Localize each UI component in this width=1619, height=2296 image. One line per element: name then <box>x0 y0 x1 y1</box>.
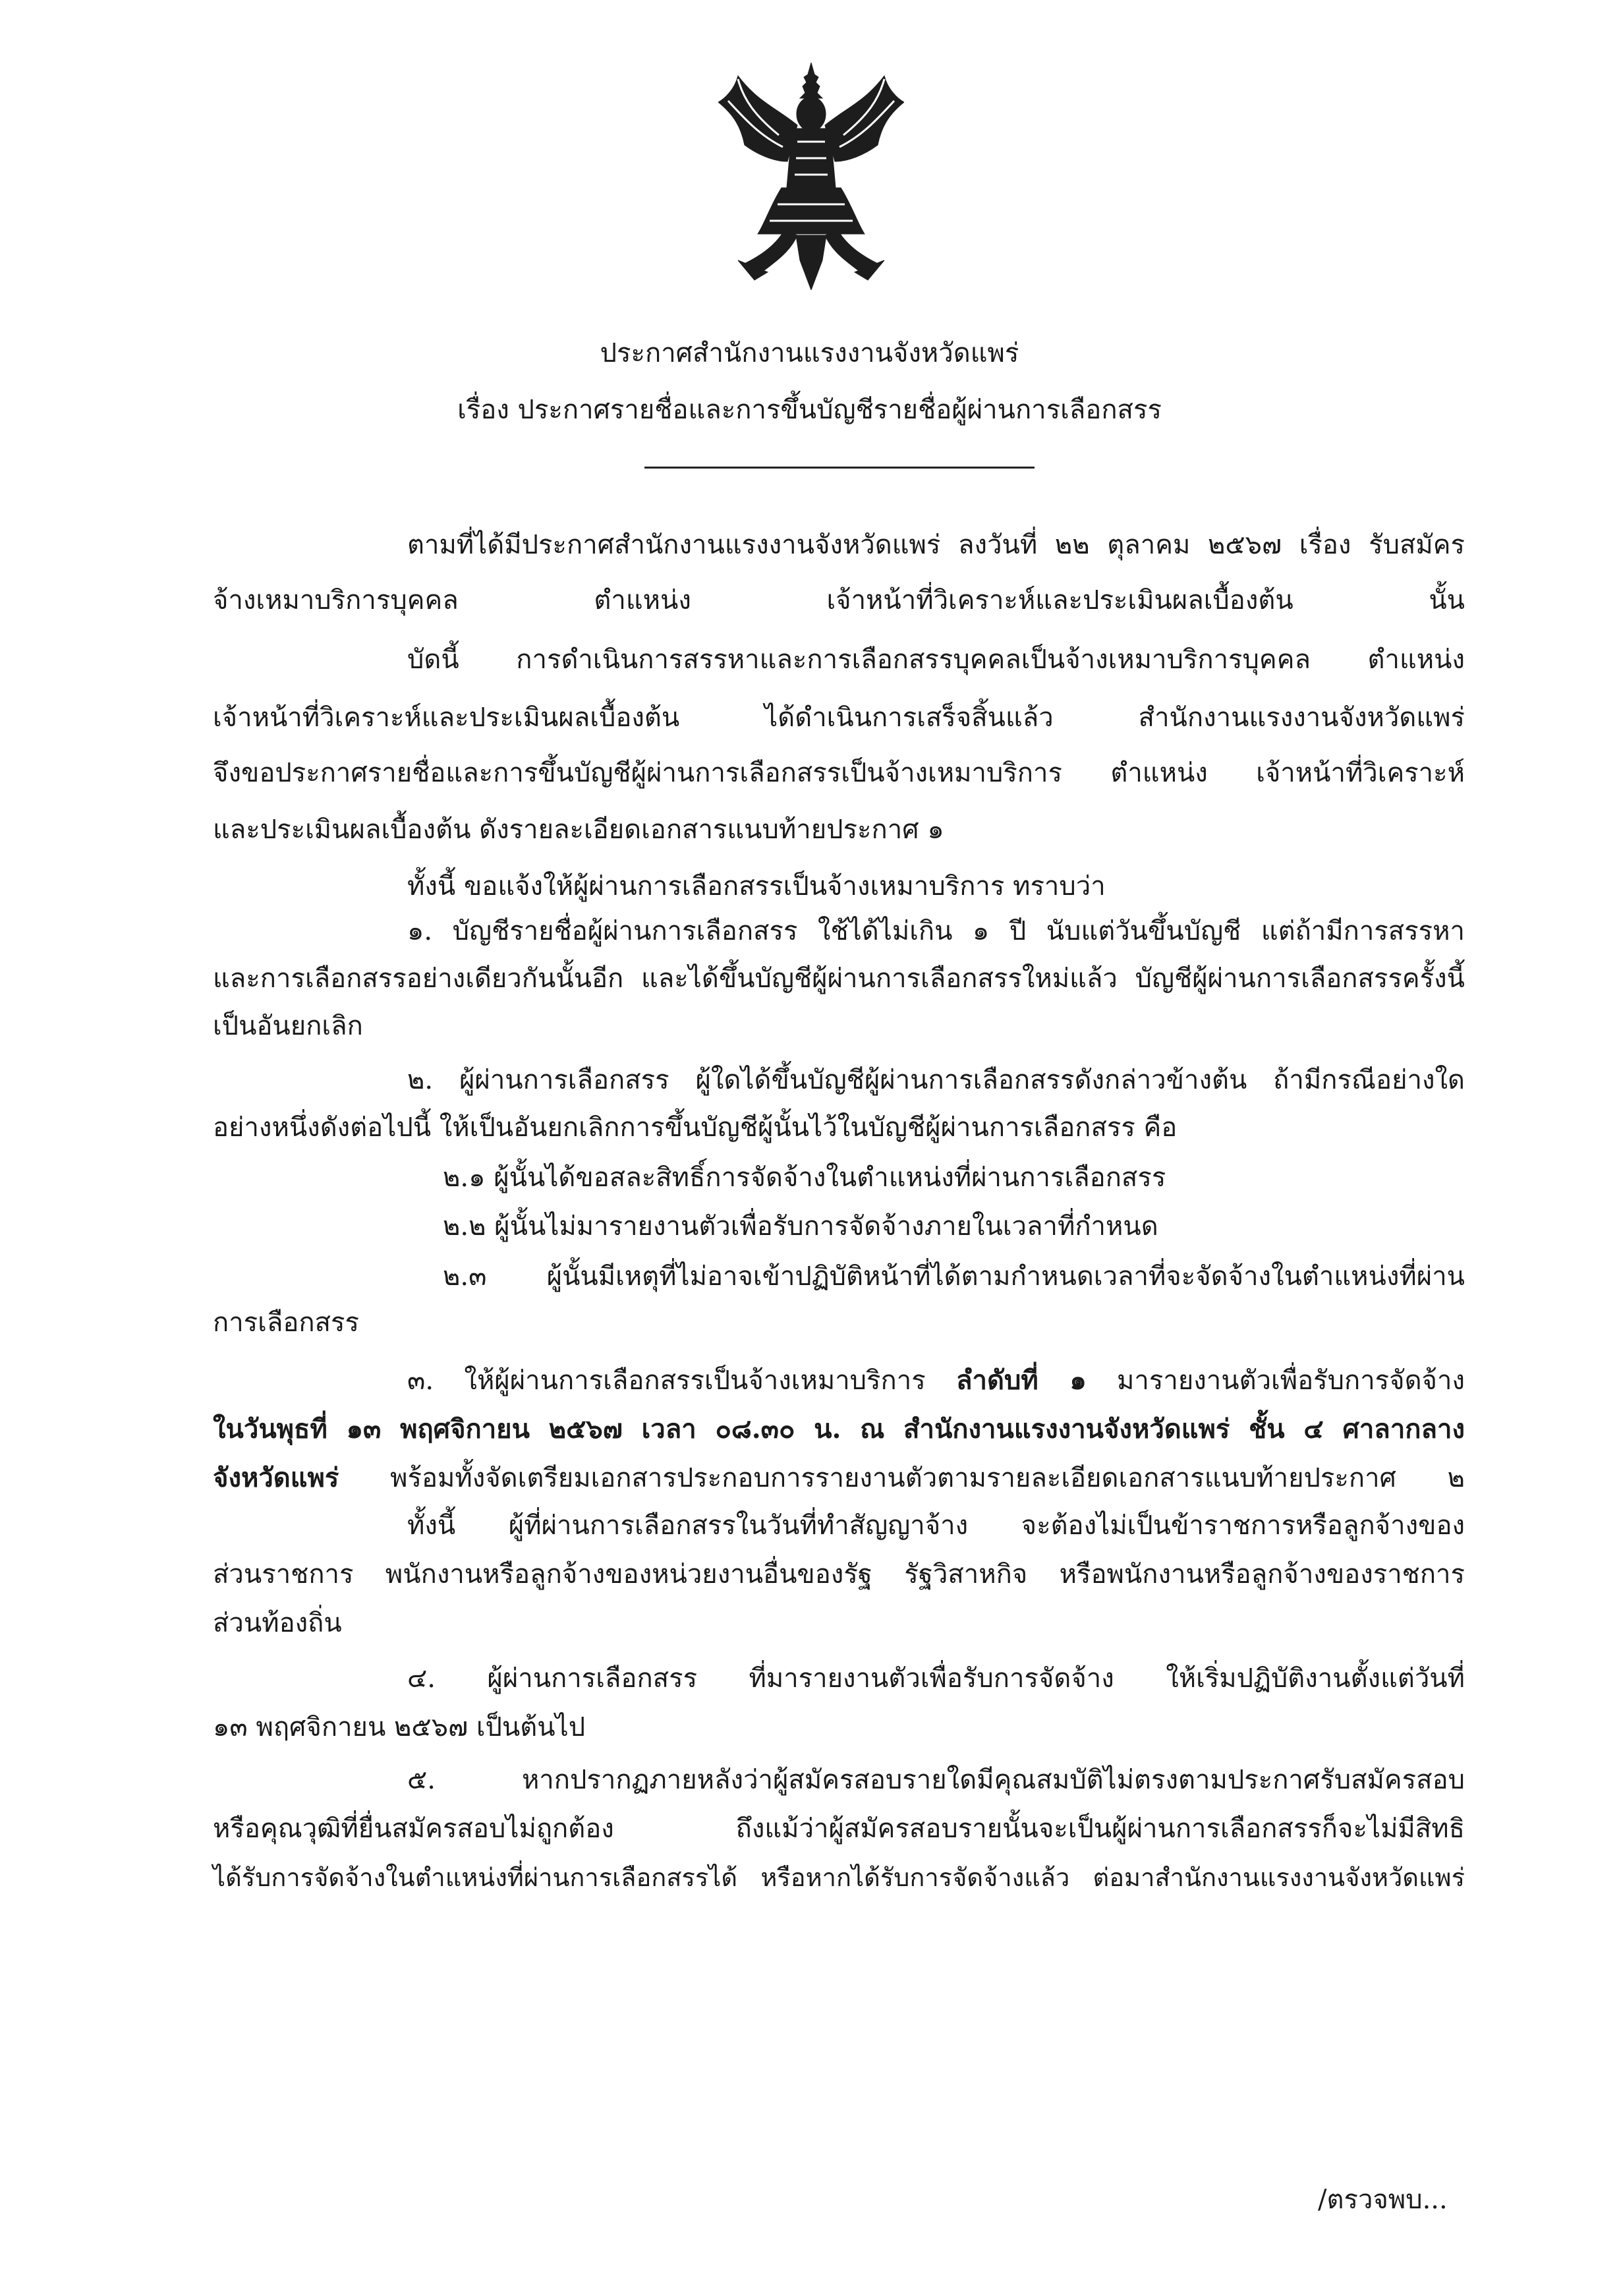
bold-text: ในวันพุธที่ ๑๓ พฤศจิกายน ๒๕๖๗ เวลา ๐๘.๓๐ น. ณ สำนักงานแรงงานจังหวัดแพร่ ชั้น ๔ ศาลากลาง <box>213 1414 1465 1445</box>
paragraph-line: ตามที่ได้มีประกาศสำนักงานแรงงานจังหวัดแพร่ ลงวันที่ ๒๒ ตุลาคม ๒๕๖๗ เรื่อง รับสมัคร <box>407 530 1465 560</box>
garuda-emblem-icon <box>718 63 904 290</box>
document-title: ประกาศสำนักงานแรงงานจังหวัดแพร่ <box>600 338 1019 368</box>
paragraph-line: ๑๓ พฤศจิกายน ๒๕๖๗ เป็นต้นไป <box>213 1712 586 1742</box>
list-item-2-2: ๒.๒ ผู้นั้นไม่มารายงานตัวเพื่อรับการจัดจ้างภายในเวลาที่กำหนด <box>443 1211 1158 1242</box>
paragraph-line: จ้างเหมาบริการบุคคล ตำแหน่ง เจ้าหน้าที่วิเคราะห์และประเมินผลเบื้องต้น นั้น <box>213 585 1465 616</box>
title-underline <box>644 467 1035 469</box>
list-item-4: ๔. ผู้ผ่านการเลือกสรร ที่มารายงานตัวเพื่อรับการจัดจ้าง ให้เริ่มปฏิบัติงานตั้งแต่วันที่ <box>407 1663 1465 1694</box>
text-run: มารายงานตัวเพื่อรับการจัดจ้าง <box>1086 1365 1465 1396</box>
paragraph-line: ส่วนท้องถิ่น <box>213 1608 342 1638</box>
paragraph-line: ทั้งนี้ ผู้ที่ผ่านการเลือกสรรในวันที่ทำสัญญาจ้าง จะต้องไม่เป็นข้าราชการหรือลูกจ้างของ <box>407 1510 1465 1541</box>
paragraph-line: ส่วนราชการ พนักงานหรือลูกจ้างของหน่วยงานอื่นของรัฐ รัฐวิสาหกิจ หรือพนักงานหรือลูกจ้างของราชการ <box>213 1559 1465 1590</box>
document-subject: เรื่อง ประกาศรายชื่อและการขึ้นบัญชีรายชื่อผู้ผ่านการเลือกสรร <box>457 395 1162 425</box>
continued-marker: /ตรวจพบ... <box>1318 2185 1448 2215</box>
text-run: พร้อมทั้งจัดเตรียมเอกสารประกอบการรายงานตัวตามรายละเอียดเอกสารแนบท้ายประกาศ ๒ <box>339 1463 1465 1493</box>
paragraph-line: เป็นอันยกเลิก <box>213 1011 363 1041</box>
list-item-2: ๒. ผู้ผ่านการเลือกสรร ผู้ใดได้ขึ้นบัญชีผู้ผ่านการเลือกสรรดังกล่าวข้างต้น ถ้ามีกรณีอย่างใด <box>407 1065 1465 1095</box>
bold-text: ลำดับที่ ๑ <box>956 1365 1087 1396</box>
paragraph-line: ได้รับการจัดจ้างในตำแหน่งที่ผ่านการเลือกสรรได้ หรือหากได้รับการจัดจ้างแล้ว ต่อมาสำนักงานแรงงานจังหวัดแพร่ <box>213 1863 1465 1892</box>
list-item-3 <box>407 1358 1465 1404</box>
list-item-1: ๑. บัญชีรายชื่อผู้ผ่านการเลือกสรร ใช้ได้ไม่เกิน ๑ ปี นับแต่วันขึ้นบัญชี แต่ถ้ามีการสรรหา <box>407 916 1465 946</box>
list-item-2-3: ๒.๓ ผู้นั้นมีเหตุที่ไม่อาจเข้าปฏิบัติหน้าที่ได้ตามกำหนดเวลาที่จะจัดจ้างในตำแหน่งที่ผ่าน <box>443 1261 1465 1292</box>
list-item-5: ๕. หากปรากฏภายหลังว่าผู้สมัครสอบรายใดมีคุณสมบัติไม่ตรงตามประกาศรับสมัครสอบ <box>407 1765 1465 1795</box>
paragraph-line: หรือคุณวุฒิที่ยื่นสมัครสอบไม่ถูกต้อง ถึงแม้ว่าผู้สมัครสอบรายนั้นจะเป็นผู้ผ่านการเลือกสรรก็จะไม่มีสิทธิ <box>213 1814 1465 1844</box>
paragraph-line: การเลือกสรร <box>213 1307 359 1338</box>
text-run: ๓. ให้ผู้ผ่านการเลือกสรรเป็นจ้างเหมาบริการ <box>407 1365 957 1396</box>
paragraph-line <box>213 1455 1465 1501</box>
paragraph-line: และการเลือกสรรอย่างเดียวกันนั้นอีก และได้ขึ้นบัญชีผู้ผ่านการเลือกสรรใหม่แล้ว บัญชีผู้ผ่านการเลือกสรรครั้งนี้ <box>213 963 1465 994</box>
paragraph-line: ทั้งนี้ ขอแจ้งให้ผู้ผ่านการเลือกสรรเป็นจ้างเหมาบริการ ทราบว่า <box>407 871 1106 902</box>
paragraph-line: อย่างหนึ่งดังต่อไปนี้ ให้เป็นอันยกเลิกการขึ้นบัญชีผู้นั้นไว้ในบัญชีผู้ผ่านการเลือกสรร คือ <box>213 1112 1178 1143</box>
paragraph-line <box>213 1406 1465 1452</box>
list-item-2-1: ๒.๑ ผู้นั้นได้ขอสละสิทธิ์การจัดจ้างในตำแหน่งที่ผ่านการเลือกสรร <box>443 1162 1166 1193</box>
paragraph-line: บัดนี้ การดำเนินการสรรหาและการเลือกสรรบุคคลเป็นจ้างเหมาบริการบุคคล ตำแหน่ง <box>407 645 1465 675</box>
paragraph-line: และประเมินผลเบื้องต้น ดังรายละเอียดเอกสารแนบท้ายประกาศ ๑ <box>213 815 944 845</box>
bold-text: จังหวัดแพร่ <box>213 1462 339 1493</box>
paragraph-line: จึงขอประกาศรายชื่อและการขึ้นบัญชีผู้ผ่านการเลือกสรรเป็นจ้างเหมาบริการ ตำแหน่ง เจ้าหน้าที่วิเคราะห์ <box>213 758 1465 788</box>
paragraph-line: เจ้าหน้าที่วิเคราะห์และประเมินผลเบื้องต้น ได้ดำเนินการเสร็จสิ้นแล้ว สำนักงานแรงงานจังหวัดแพร่ <box>213 703 1465 733</box>
